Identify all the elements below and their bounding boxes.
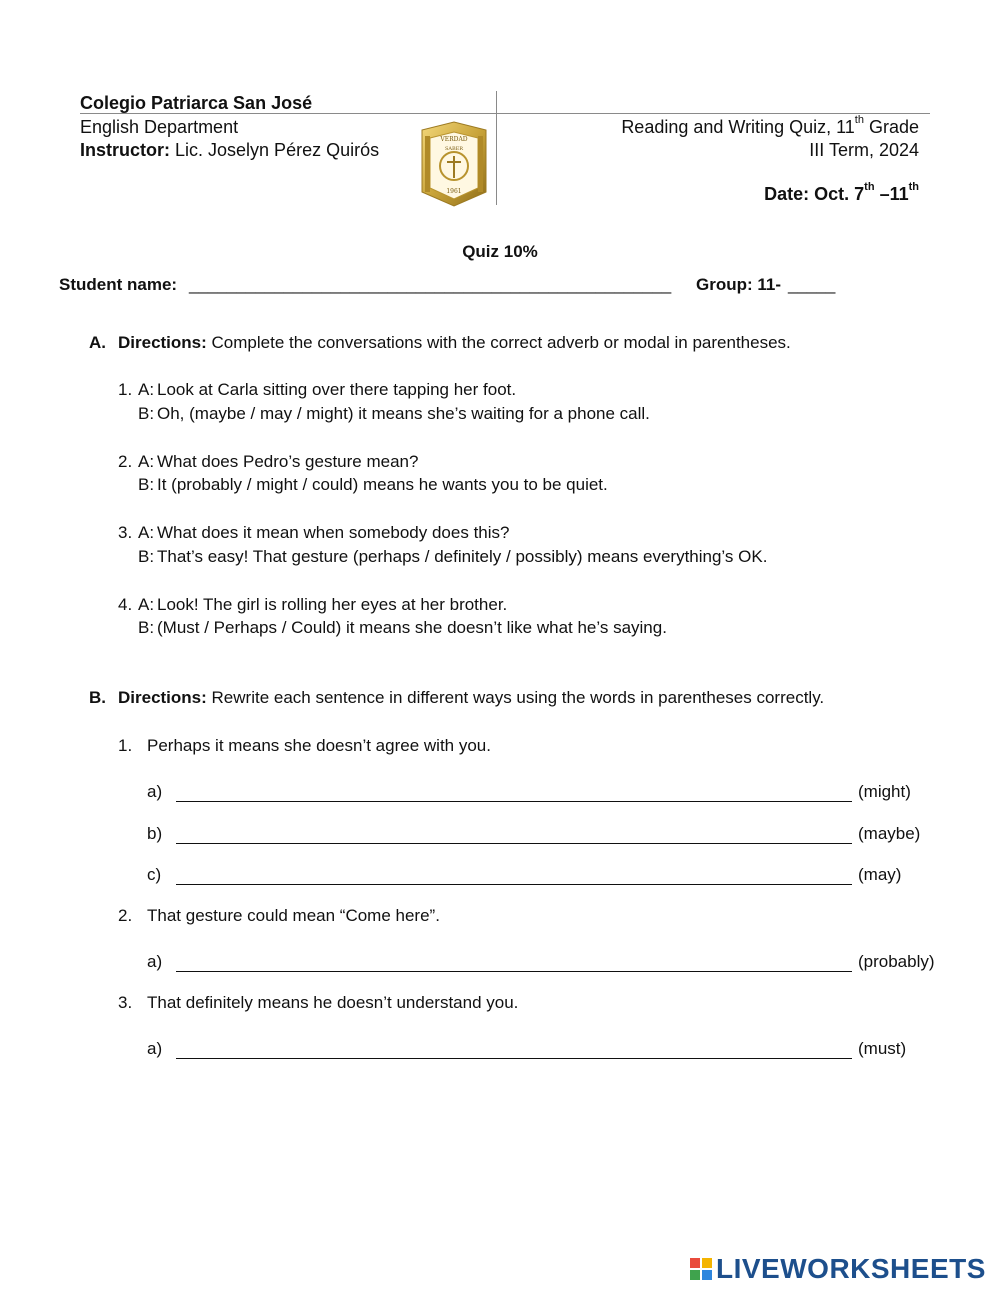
answer-label: a) [147,1039,163,1058]
conversation-1-line-b[interactable]: B: Oh, (maybe / may / might) it means she’s waiting for a phone call. [138,403,650,423]
liveworksheets-icon [690,1258,712,1280]
header-divider [496,91,497,205]
answer-blank-line[interactable] [176,884,852,885]
answer-hint: (probably) [858,952,935,971]
instructor-label: Instructor: [80,140,170,160]
answer-label: b) [147,823,163,843]
liveworksheets-brand: LIVEWORKSHEETS [716,1253,986,1284]
logo-square [702,1270,712,1280]
school-name: Colegio Patriarca San José [80,93,313,113]
answer-label: a) [147,782,163,801]
section-b-letter: B. [89,688,106,707]
student-name-field[interactable]: ___________________________________________________ [189,275,672,294]
seal-motto-top: VERDAD [440,136,468,143]
answer-blank-line[interactable] [176,843,852,844]
conversation-2-line-b[interactable]: B: It (probably / might / could) means he wants you to be quiet. [138,475,608,494]
instructor-name: Lic. Joselyn Pérez Quirós [175,140,380,160]
section-b-directions: Directions: Rewrite each sentence in different ways using the words in parentheses correctly. [118,688,825,707]
answer-label: c) [147,865,162,884]
liveworksheets-logo [690,1253,986,1285]
section-a-directions: Directions: Complete the conversations with the correct adverb or modal in parentheses. [118,333,791,352]
logo-square [702,1258,712,1268]
group-label: Group: 11- [696,275,782,294]
answer-hint: (might) [858,782,911,801]
rewrite-sentence-3: 3. That definitely means he doesn’t understand you. [118,993,519,1012]
logo-square [690,1270,700,1280]
conversation-1-line-a: 1. A: Look at Carla sitting over there tapping her foot. [118,380,517,399]
rewrite-sentence-1: 1. Perhaps it means she doesn’t agree with you. [118,736,491,755]
instructor-line [80,140,379,161]
conversation-2-line-a: 2. A: What does Pedro’s gesture mean? [118,451,419,471]
answer-blank-line[interactable] [176,801,852,802]
answer-label: a) [147,952,163,971]
conversation-3-line-b[interactable]: B: That’s easy! That gesture (perhaps / definitely / possibly) means everything’s OK. [138,546,768,566]
answer-hint: (maybe) [858,823,921,843]
quiz-percentage: Quiz 10% [462,242,538,261]
student-name-label: Student name: [59,275,178,294]
seal-year: 1961 [446,188,462,195]
logo-square [690,1258,700,1268]
department: English Department [80,117,239,137]
conversation-4-line-a: 4. A: Look! The girl is rolling her eyes at her brother. [118,594,508,614]
answer-blank-line[interactable] [176,1058,852,1059]
rewrite-sentence-2: 2. That gesture could mean “Come here”. [118,906,440,925]
seal-motto-mid: SABER [444,146,464,152]
header-rule [80,113,930,114]
quiz-title: Reading and Writing Quiz, 11th Grade [621,114,919,137]
section-a-letter: A. [89,333,106,352]
term: III Term, 2024 [809,140,919,160]
answer-hint: (may) [858,865,902,884]
conversation-4-line-b[interactable]: B: (Must / Perhaps / Could) it means she doesn’t like what he’s saying. [138,618,667,637]
answer-hint: (must) [858,1039,907,1058]
group-field[interactable]: _____ [788,275,836,294]
quiz-date: Date: Oct. 7th –11th [764,181,919,204]
conversation-3-line-a: 3. A: What does it mean when somebody does this? [118,523,510,542]
school-seal-icon [416,120,492,210]
answer-blank-line[interactable] [176,971,852,972]
